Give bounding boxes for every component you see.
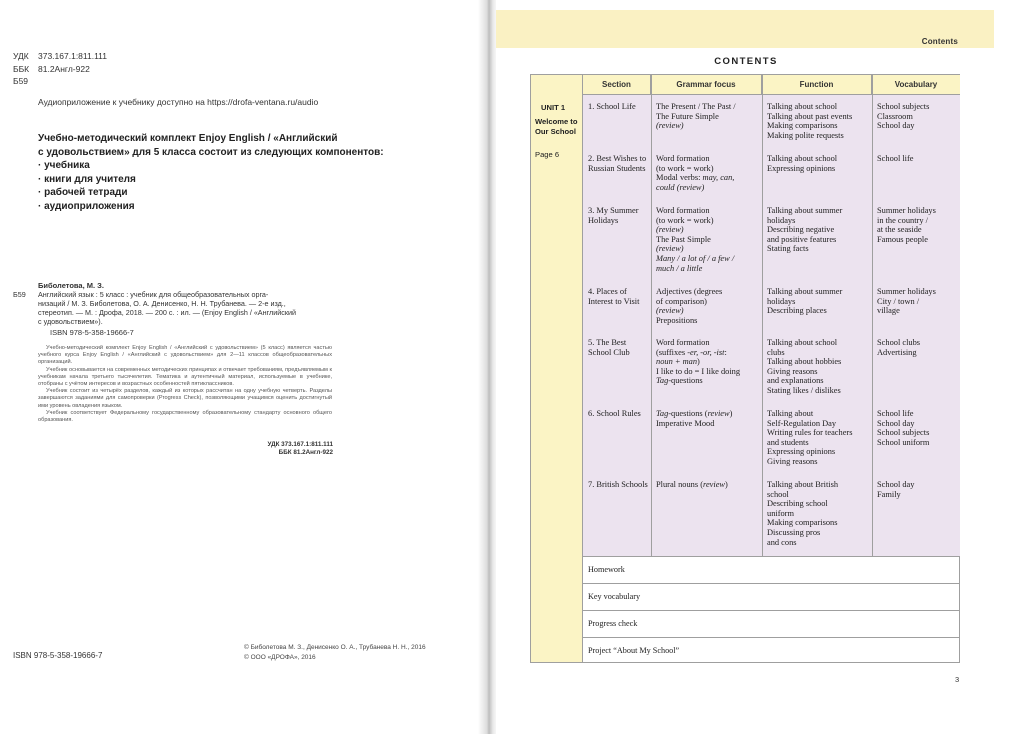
contents-table	[530, 74, 960, 663]
complex-line-2: с удовольствием» для 5 класса состоит из следующих компонентов:	[38, 146, 384, 158]
header-function: Function	[762, 75, 872, 95]
author-code: Б59	[13, 76, 29, 86]
function-cell: Talking about summer holidays Describing negative and positive features Stating facts	[767, 206, 843, 254]
function-cell: Talking about British school Describing school uniform Making comparisons Discussing pros and cons	[767, 480, 839, 547]
audio-note: Аудиоприложение к учебнику доступно на https://drofa-ventana.ru/audio	[38, 97, 319, 107]
vocabulary-cell: School subjects Classroom School day	[877, 102, 930, 131]
copyright	[244, 643, 426, 663]
column-divider	[651, 75, 652, 556]
function-cell: Talking about school Talking about past events Making comparisons Making polite requests	[767, 102, 853, 140]
component-item: · аудиоприложения	[38, 200, 135, 212]
section-cell: 5. The Best School Club	[588, 338, 630, 357]
biblio-line: стереотип. — М. : Дрофа, 2018. — 200 с. : ил. — (Enjoy English / «Английский	[38, 308, 297, 317]
extra-row-key-vocabulary: Key vocabulary	[583, 583, 960, 609]
book-spine	[478, 0, 498, 734]
extra-row-homework: Homework	[583, 556, 960, 582]
biblio-code: Б59	[13, 290, 26, 299]
contents-title: CONTENTS	[714, 56, 778, 67]
grammar-cell: The Present / The Past / The Future Simple (review)	[656, 102, 736, 131]
grammar-cell: Word formation (suffixes -er, -or, -ist: noun + man) I like to do = I like doing Tag-questions	[656, 338, 741, 386]
grammar-cell: Tag-questions (review) Imperative Mood	[656, 409, 733, 428]
function-cell: Talking about summer holidays Describing places	[767, 287, 843, 316]
extra-row-project: Project “About My School”	[583, 637, 960, 663]
vocabulary-cell: School life	[877, 154, 914, 163]
vocabulary-cell: Summer holidays City / town / village	[877, 287, 936, 316]
annotation	[38, 345, 332, 424]
unit-title: Welcome to Our School	[535, 117, 578, 136]
header-band	[496, 10, 994, 48]
annotation-paragraph: Учебник соответствует Федеральному государственному образовательному стандарту основного общего образования.	[38, 409, 332, 424]
grammar-cell: Plural nouns (review)	[656, 480, 728, 489]
vocabulary-cell: School clubs Advertising	[877, 338, 921, 357]
left-page	[0, 0, 478, 734]
bibliographic-record	[13, 281, 333, 337]
bbk-value: 81.2Англ-922	[38, 63, 90, 74]
copyright-line: © Биболетова М. З., Денисенко О. А., Трубанева Н. Н., 2016	[244, 644, 426, 651]
udk-summary	[230, 441, 333, 457]
bbk-summary-line: ББК 81.2Англ-922	[278, 449, 333, 457]
section-cell: 1. School Life	[588, 102, 636, 111]
copyright-line: © ООО «ДРОФА», 2016	[244, 654, 316, 661]
component-item: · книги для учителя	[38, 173, 136, 185]
bbk-label: ББК	[13, 63, 30, 74]
annotation-paragraph: Учебно-методический комплект Enjoy English / «Английский с удовольствием» (5 класс) является частью учебного курса Enjoy English / «Английский с удовольствием» для 2—11 классов общеобразовательных организаций.	[38, 345, 332, 366]
udk-summary-line: УДК 373.167.1:811.111	[267, 441, 333, 448]
grammar-cell: Word formation (to work = work) Modal verbs: may, can, could (review)	[656, 154, 735, 192]
column-divider	[872, 75, 873, 556]
udk-block	[13, 50, 107, 88]
column-divider	[762, 75, 763, 556]
isbn-bottom: ISBN 978-5-358-19666-7	[13, 651, 103, 660]
udk-value: 373.167.1:811.111	[38, 51, 108, 61]
annotation-paragraph: Учебник основывается на современных методических принципах и отвечает требованиям, предъявляемым к учебникам начала третьего тысячелетия. Тематика и аутентичный материал, используемые в учебнике, отобраны с учётом интересов и возрастных особенностей пятиклассников.	[38, 366, 332, 388]
right-page	[496, 0, 1025, 734]
extra-row-progress-check: Progress check	[583, 610, 960, 636]
section-cell: 7. British Schools	[588, 480, 648, 489]
header-grammar-focus: Grammar focus	[651, 75, 762, 95]
udk-label: УДК	[13, 51, 29, 61]
section-cell: 3. My Summer Holidays	[588, 206, 639, 225]
header-section: Section	[583, 75, 651, 95]
author-name: Биболетова, М. З.	[38, 281, 104, 290]
running-header: Contents	[921, 37, 958, 46]
vocabulary-cell: Summer holidays in the country / at the seaside Famous people	[877, 206, 936, 244]
unit-page: Page 6	[535, 150, 560, 159]
section-cell: 6. School Rules	[588, 409, 641, 418]
biblio-isbn: ISBN 978-5-358-19666-7	[50, 328, 134, 337]
unit-label: UNIT 1	[541, 103, 566, 112]
page-number: 3	[955, 675, 960, 684]
vocabulary-cell: School day Family	[877, 480, 915, 499]
function-cell: Talking about school Expressing opinions	[767, 154, 838, 173]
biblio-line: низаций / М. З. Биболетова, О. А. Денисенко, Н. Н. Трубанева. — 2-е изд.,	[38, 299, 286, 308]
complex-description	[38, 132, 418, 213]
component-item: · учебника	[38, 160, 90, 171]
biblio-line: с удовольствием»).	[38, 317, 103, 326]
section-cell: 4. Places of Interest to Visit	[588, 287, 640, 306]
header-vocabulary: Vocabulary	[872, 75, 960, 95]
function-cell: Talking about school clubs Talking about hobbies Giving reasons and explanations Stating likes / dislikes	[767, 338, 842, 395]
unit-column	[531, 75, 583, 662]
complex-line-1: Учебно-методический комплект Enjoy English / «Английский	[38, 133, 338, 144]
vocabulary-cell: School life School day School subjects School uniform	[877, 409, 930, 447]
biblio-line: Английский язык : 5 класс : учебник для общеобразовательных орга-	[38, 290, 269, 299]
component-item: · рабочей тетради	[38, 187, 128, 198]
grammar-cell: Adjectives (degrees of comparison) (review) Prepositions	[656, 287, 723, 325]
grammar-cell: Word formation (to work = work) (review) The Past Simple (review) Many / a lot of / a few / much / a little	[656, 206, 735, 273]
function-cell: Talking about Self-Regulation Day Writing rules for teachers and students Expressing opinions Giving reasons	[767, 409, 853, 466]
annotation-paragraph: Учебник состоит из четырёх разделов, каждый из которых рассчитан на одну учебную четверть. Разделы завершаются заданиями для самопроверки (Progress Check), позволяющими учащимся оценить достигнутый ими уровень овладения языком.	[38, 388, 332, 409]
section-cell: 2. Best Wishes to Russian Students	[588, 154, 647, 173]
